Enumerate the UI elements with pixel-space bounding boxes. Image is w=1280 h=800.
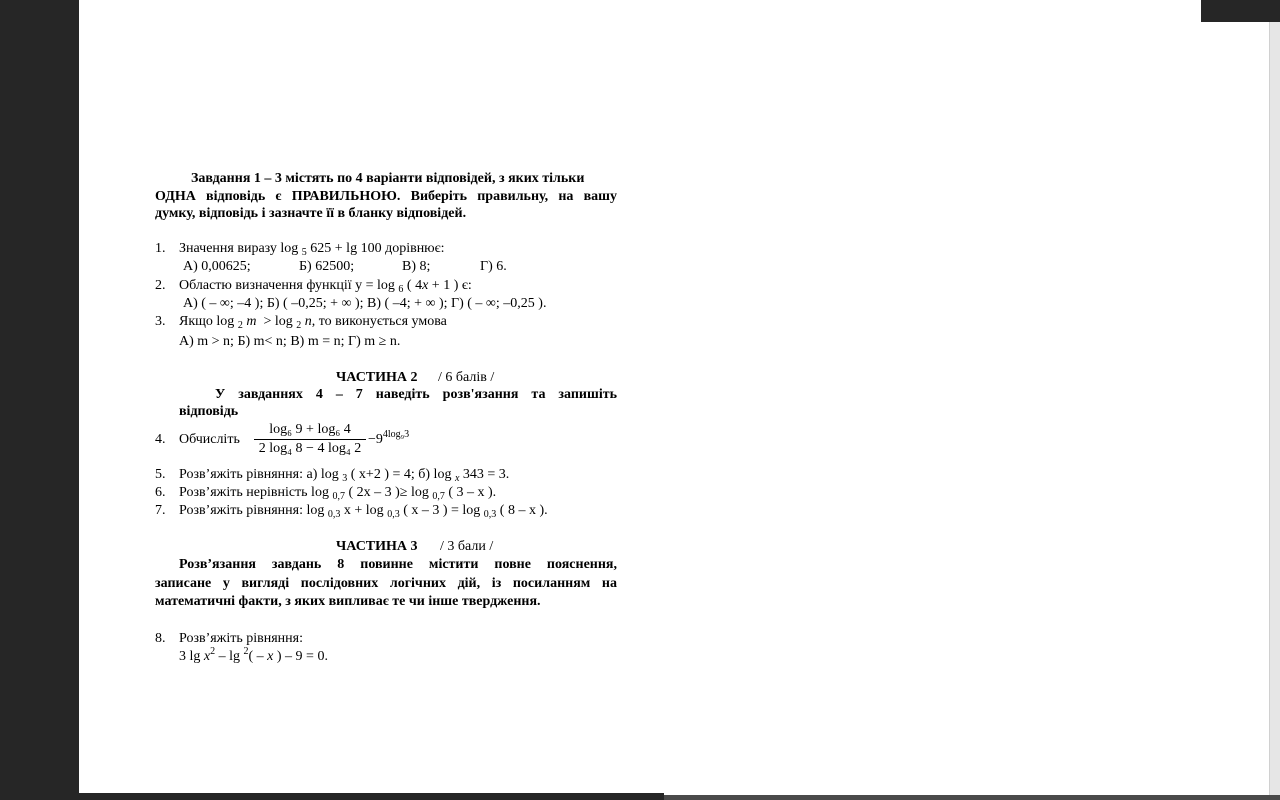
question-2-options: А) ( – ∞; –4 ); Б) ( –0,25; + ∞ ); В) ( –4; + ∞ ); Г) ( – ∞; –0,25 ). — [183, 296, 547, 311]
question-3-number: 3. — [155, 314, 166, 329]
viewer-left-margin — [0, 0, 79, 800]
part-2-score: / 6 балів / — [438, 370, 495, 385]
question-4-denominator: 2 log₄ 8 − 4 log₄ 2 — [258, 441, 362, 456]
question-4-numerator: log₆ 9 + log₆ 4 — [269, 422, 351, 437]
intro-line-2: ОДНА відповідь є ПРАВИЛЬНОЮ. Виберіть правильну, на вашу — [155, 189, 617, 204]
question-5-number: 5. — [155, 467, 166, 482]
part-3-instruction-2: записане у вигляді послідовних логічних дій, із посиланням на — [155, 576, 617, 591]
part-3-instruction-1: Розв’язання завдань 8 повинне містити повне пояснення, — [179, 557, 617, 572]
question-1-text: Значення виразу log $_5$ 625 + lg 100 дорівнює: — [179, 241, 445, 258]
part-3-title: ЧАСТИНА 3 — [336, 539, 418, 554]
question-4-number: 4. — [155, 432, 166, 447]
question-8-equation: 3 $\lg x^2$ – lg $^2$( – x ) – 9 = 0. — [179, 646, 328, 664]
question-3-options: А) m > n; Б) m< n; В) m = n; Г) m ≥ n. — [179, 334, 401, 349]
question-1-number: 1. — [155, 241, 166, 256]
question-7-number: 7. — [155, 503, 166, 518]
intro-line-3: думку, відповідь і зазначте її в бланку відповідей. — [155, 206, 467, 221]
part-2-title: ЧАСТИНА 2 — [336, 370, 418, 385]
vertical-scrollbar[interactable] — [1269, 22, 1280, 800]
question-6-text: Розв’яжіть нерівність log $_{0,7}$ ( 2х – 3 )≥ log $_{0,7}$ ( 3 – х ). — [179, 485, 497, 502]
viewer-top-right-area — [1201, 0, 1280, 22]
part-3-instruction-3: математичні факти, з яких випливає те чи інше твердження. — [155, 594, 541, 609]
document-page-right — [664, 22, 1269, 795]
question-4-power-term: $-9^{4log_93}$ — [368, 429, 410, 447]
part-2-instruction-2: відповідь — [179, 404, 239, 419]
intro-line-1: Завдання 1 – 3 містять по 4 варіанти відповідей, з яких тільки — [191, 171, 585, 186]
part-3-score: / 3 бали / — [440, 539, 494, 554]
question-4-fraction — [254, 421, 366, 458]
question-6-number: 6. — [155, 485, 166, 500]
question-2-text: Областю визначення функції у = log $_6$ ( 4х + 1 ) є: — [179, 278, 472, 295]
viewer-bottom-right-area — [664, 795, 1280, 800]
question-5-text: Розв’яжіть рівняння: а) log $_3$ ( х+2 ) = 4; б) log $_x$ 343 = 3. — [179, 467, 510, 484]
question-1-option-a: А) 0,00625; — [183, 259, 251, 274]
question-4-label: Обчисліть — [179, 432, 240, 447]
part-2-instruction-1: У завданнях 4 – 7 наведіть розв'язання та запишіть — [215, 387, 617, 402]
question-8-text: Розв’яжіть рівняння: — [179, 631, 303, 646]
question-2-number: 2. — [155, 278, 166, 293]
question-7-text: Розв’яжіть рівняння: log $_{0,3}$ х + log $_{0,3}$ ( х – 3 ) = log $_{0,3}$ ( 8 – х ). — [179, 503, 548, 520]
viewer-bottom-bar — [0, 793, 664, 800]
question-8-number: 8. — [155, 631, 166, 646]
question-1-option-d: Г) 6. — [480, 259, 507, 274]
question-1-option-b: Б) 62500; — [299, 259, 355, 274]
question-1-option-c: В) 8; — [402, 259, 431, 274]
question-3-text: Якщо log $_2$ m > log $_2$ n, то виконується умова — [179, 314, 447, 331]
